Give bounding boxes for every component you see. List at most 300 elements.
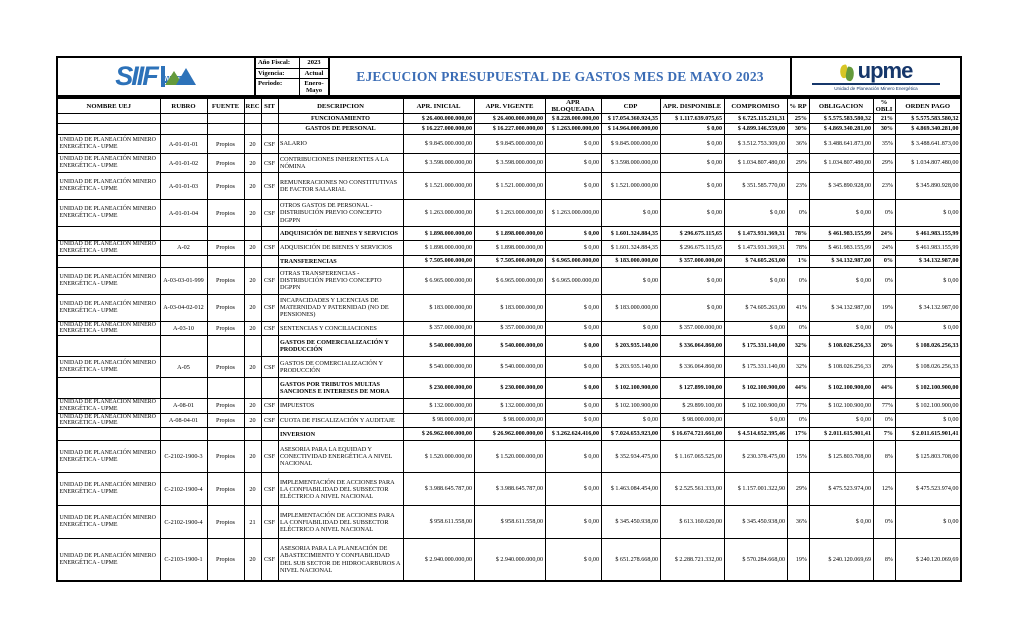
cell-value: $ 0,00 [545, 413, 601, 428]
cell-value: $ 7.505.000.000,00 [474, 255, 545, 267]
cell-value: 77% [787, 399, 809, 414]
cell-rubro: C-2102-1900-4 [160, 506, 207, 539]
cell-value: 78% [787, 227, 809, 241]
cell-rubro [160, 428, 207, 441]
table-row [57, 506, 961, 539]
cell-rubro: A-08-01 [160, 399, 207, 414]
table-row [57, 154, 961, 173]
cell-value: $ 16.674.721.661,00 [660, 428, 724, 441]
cell-fuente: Propios [207, 357, 244, 378]
column-header: % OBLI [873, 98, 895, 114]
cell-value: $ 3.598.000.000,00 [403, 154, 474, 173]
siif-mountains-icon [161, 68, 197, 86]
cell-value: $ 345.890.928,00 [809, 173, 873, 200]
cell-value: $ 336.064.860,00 [660, 357, 724, 378]
cell-rubro: C-2103-1900-1 [160, 539, 207, 581]
cell-nombre-uej: UNIDAD DE PLANEACIÓN MINERO ENERGÉTICA - UPME [57, 539, 160, 581]
cell-rec: 20 [244, 321, 261, 336]
cell-descripcion: IMPUESTOS [278, 399, 403, 414]
cell-nombre-uej: UNIDAD DE PLANEACIÓN MINERO ENERGÉTICA - UPME [57, 200, 160, 227]
cell-value: $ 0,00 [601, 413, 660, 428]
cell-fuente: Propios [207, 321, 244, 336]
cell-rubro [160, 255, 207, 267]
cell-fuente: Propios [207, 173, 244, 200]
cell-rec: 20 [244, 399, 261, 414]
table-row [57, 200, 961, 227]
cell-value: $ 1.463.084.454,00 [601, 473, 660, 506]
cell-value: $ 102.100.900,00 [809, 378, 873, 399]
cell-value: $ 26.400.000.000,00 [474, 114, 545, 124]
cell-value: $ 475.523.974,00 [809, 473, 873, 506]
cell-value: $ 183.000.000,00 [403, 294, 474, 321]
cell-value: $ 6.965.000.000,00 [403, 267, 474, 294]
cell-value: $ 1.263.000.000,00 [474, 200, 545, 227]
cell-value: 1% [787, 255, 809, 267]
cell-rec: 20 [244, 357, 261, 378]
cell-value: 8% [873, 539, 895, 581]
cell-value: 36% [787, 135, 809, 154]
cell-value: $ 230.000.000,00 [474, 378, 545, 399]
cell-value: $ 0,00 [545, 357, 601, 378]
cell-value: $ 8.228.000.000,00 [545, 114, 601, 124]
cell-rec [244, 124, 261, 135]
cell-value: 0% [873, 267, 895, 294]
cell-value: $ 1.601.324.884,35 [601, 227, 660, 241]
cell-value: $ 0,00 [601, 267, 660, 294]
cell-fuente [207, 428, 244, 441]
cell-value: 29% [787, 154, 809, 173]
cell-value: 36% [787, 506, 809, 539]
cell-sit [261, 114, 278, 124]
cell-value: 0% [873, 321, 895, 336]
cell-descripcion: SALARIO [278, 135, 403, 154]
cell-nombre-uej: UNIDAD DE PLANEACIÓN MINERO ENERGÉTICA - UPME [57, 357, 160, 378]
section-row [57, 336, 961, 357]
cell-value: $ 175.331.140,00 [724, 336, 787, 357]
cell-value: $ 0,00 [895, 413, 961, 428]
section-row [57, 124, 961, 135]
cell-value: $ 0,00 [545, 473, 601, 506]
cell-value: $ 0,00 [660, 135, 724, 154]
section-row [57, 378, 961, 399]
cell-value: $ 1.520.000.000,00 [474, 441, 545, 473]
cell-value: $ 203.935.140,00 [601, 336, 660, 357]
cell-value: $ 2.525.561.333,00 [660, 473, 724, 506]
cell-value: $ 6.965.000.000,00 [545, 255, 601, 267]
cell-value: $ 357.000.000,00 [660, 321, 724, 336]
cell-value: $ 0,00 [545, 336, 601, 357]
cell-value: $ 1.898.000.000,00 [474, 241, 545, 256]
cell-value: $ 17.054.360.924,35 [601, 114, 660, 124]
cell-value: $ 3.988.645.787,00 [474, 473, 545, 506]
cell-value: $ 336.064.860,00 [660, 336, 724, 357]
cell-descripcion: ADQUISICIÓN DE BIENES Y SERVICIOS [278, 227, 403, 241]
cell-value: 44% [787, 378, 809, 399]
cell-sit: CSF [261, 241, 278, 256]
cell-value: $ 3.512.753.309,00 [724, 135, 787, 154]
cell-rubro: A-03-03-01-999 [160, 267, 207, 294]
cell-value: $ 0,00 [660, 124, 724, 135]
section-row [57, 428, 961, 441]
cell-value: $ 108.026.256,33 [809, 336, 873, 357]
cell-value: $ 1.263.000.000,00 [545, 124, 601, 135]
cell-value: $ 14.964.000.000,00 [601, 124, 660, 135]
cell-value: $ 540.000.000,00 [474, 336, 545, 357]
cell-nombre-uej: UNIDAD DE PLANEACIÓN MINERO ENERGÉTICA - UPME [57, 473, 160, 506]
cell-value: $ 3.598.000.000,00 [601, 154, 660, 173]
cell-value: 8% [873, 441, 895, 473]
cell-value: $ 0,00 [545, 294, 601, 321]
table-header-row [57, 98, 961, 114]
cell-value: $ 345.450.938,00 [601, 506, 660, 539]
cell-value: $ 345.890.928,00 [895, 173, 961, 200]
cell-value: $ 183.000.000,00 [601, 255, 660, 267]
cell-value: $ 102.100.900,00 [724, 399, 787, 414]
cell-rec [244, 428, 261, 441]
cell-sit [261, 227, 278, 241]
cell-value: $ 0,00 [809, 267, 873, 294]
cell-sit: CSF [261, 441, 278, 473]
cell-value: $ 1.034.807.480,00 [724, 154, 787, 173]
cell-value: $ 0,00 [545, 399, 601, 414]
table-row [57, 267, 961, 294]
cell-value: 78% [787, 241, 809, 256]
cell-fuente: Propios [207, 200, 244, 227]
cell-value: $ 1.521.000.000,00 [601, 173, 660, 200]
cell-descripcion: GASTOS DE COMERCIALIZACIÓN Y PRODUCCIÓN [278, 357, 403, 378]
cell-nombre-uej [57, 255, 160, 267]
column-header: COMPROMISO [724, 98, 787, 114]
cell-rec: 20 [244, 441, 261, 473]
cell-value: $ 98.000.000,00 [403, 413, 474, 428]
cell-value: $ 9.845.000.000,00 [403, 135, 474, 154]
cell-value: $ 1.473.931.369,31 [724, 227, 787, 241]
upme-logo-text: upme [857, 58, 913, 84]
cell-value: $ 958.611.558,00 [403, 506, 474, 539]
cell-nombre-uej: UNIDAD DE PLANEACIÓN MINERO ENERGÉTICA - UPME [57, 135, 160, 154]
cell-value: 32% [787, 357, 809, 378]
table-row [57, 357, 961, 378]
cell-fuente: Propios [207, 539, 244, 581]
title-box [328, 56, 792, 97]
cell-value: 19% [873, 294, 895, 321]
cell-value: $ 540.000.000,00 [403, 336, 474, 357]
cell-value: $ 0,00 [545, 441, 601, 473]
upme-leaf-icon [840, 63, 856, 81]
cell-fuente: Propios [207, 294, 244, 321]
cell-value: $ 2.011.615.901,41 [895, 428, 961, 441]
cell-value: 77% [873, 399, 895, 414]
cell-value: $ 16.227.000.000,00 [474, 124, 545, 135]
cell-value: $ 203.935.140,00 [601, 357, 660, 378]
cell-value: $ 0,00 [809, 413, 873, 428]
fiscal-row [256, 58, 328, 69]
cell-value: $ 74.605.263,00 [724, 255, 787, 267]
cell-descripcion: CUOTA DE FISCALIZACIÓN Y AUDITAJE [278, 413, 403, 428]
column-header: REC [244, 98, 261, 114]
cell-value: $ 0,00 [545, 135, 601, 154]
cell-value: $ 3.598.000.000,00 [474, 154, 545, 173]
cell-rubro: A-08-04-01 [160, 413, 207, 428]
column-header: RUBRO [160, 98, 207, 114]
cell-value: $ 570.284.668,00 [724, 539, 787, 581]
cell-descripcion: ASESORIA PARA LA PLANEACIÓN DE ABASTECIMIENTO Y CONFIABILIDAD DEL SUB SECTOR DE HIDROCARBUROS A NIVEL NACIONAL [278, 539, 403, 581]
cell-nombre-uej [57, 378, 160, 399]
cell-value: $ 9.845.000.000,00 [474, 135, 545, 154]
cell-nombre-uej [57, 227, 160, 241]
siif-logo [56, 56, 256, 97]
column-header: DESCRIPCION [278, 98, 403, 114]
cell-value: 0% [787, 200, 809, 227]
cell-value: $ 357.000.000,00 [660, 255, 724, 267]
cell-value: $ 0,00 [545, 154, 601, 173]
cell-value: $ 1.898.000.000,00 [403, 241, 474, 256]
cell-fuente: Propios [207, 441, 244, 473]
budget-execution-table [56, 97, 962, 582]
cell-rec [244, 227, 261, 241]
cell-sit: CSF [261, 267, 278, 294]
cell-descripcion: REMUNERACIONES NO CONSTITUTIVAS DE FACTOR SALARIAL [278, 173, 403, 200]
cell-rec [244, 255, 261, 267]
report-header [56, 56, 962, 97]
cell-fuente: Propios [207, 135, 244, 154]
fiscal-value: 2023 [307, 59, 321, 66]
page-title: EJECUCION PRESUPUESTAL DE GASTOS MES DE MAYO 2023 [356, 68, 764, 84]
cell-rec: 21 [244, 506, 261, 539]
cell-value: 0% [787, 413, 809, 428]
cell-rec [244, 336, 261, 357]
cell-rubro [160, 227, 207, 241]
cell-value: 21% [873, 114, 895, 124]
cell-value: $ 240.120.069,69 [895, 539, 961, 581]
cell-value: $ 1.117.639.075,65 [660, 114, 724, 124]
cell-value: $ 0,00 [660, 154, 724, 173]
cell-value: $ 461.983.155,99 [809, 241, 873, 256]
cell-value: $ 1.034.807.480,00 [895, 154, 961, 173]
cell-value: $ 4.869.340.281,00 [895, 124, 961, 135]
cell-value: $ 230.378.475,00 [724, 441, 787, 473]
cell-value: $ 3.488.641.873,00 [809, 135, 873, 154]
cell-rec: 20 [244, 200, 261, 227]
cell-value: 19% [787, 539, 809, 581]
cell-value: 29% [787, 473, 809, 506]
cell-descripcion: TRANSFERENCIAS [278, 255, 403, 267]
cell-sit: CSF [261, 473, 278, 506]
table-row [57, 294, 961, 321]
cell-value: 0% [873, 200, 895, 227]
cell-nombre-uej [57, 114, 160, 124]
cell-value: $ 5.575.583.580,32 [809, 114, 873, 124]
cell-value: 23% [787, 173, 809, 200]
cell-value: $ 0,00 [895, 267, 961, 294]
cell-value: $ 0,00 [724, 413, 787, 428]
cell-value: $ 3.488.641.873,00 [895, 135, 961, 154]
cell-rubro: A-01-01-02 [160, 154, 207, 173]
cell-value: $ 98.000.000,00 [660, 413, 724, 428]
cell-value: 23% [873, 173, 895, 200]
cell-rubro: C-2102-1900-4 [160, 473, 207, 506]
cell-rubro [160, 114, 207, 124]
column-header: % RP [787, 98, 809, 114]
cell-value: $ 3.988.645.787,00 [403, 473, 474, 506]
cell-rec: 20 [244, 413, 261, 428]
cell-descripcion: ADQUISICIÓN DE BIENES Y SERVICIOS [278, 241, 403, 256]
cell-value: $ 0,00 [724, 200, 787, 227]
cell-value: $ 0,00 [660, 200, 724, 227]
cell-value: 41% [787, 294, 809, 321]
cell-fuente [207, 227, 244, 241]
cell-value: $ 461.983.155,99 [895, 241, 961, 256]
cell-value: $ 26.962.000.000,00 [474, 428, 545, 441]
cell-value: $ 0,00 [545, 506, 601, 539]
cell-rubro: A-05 [160, 357, 207, 378]
section-row [57, 255, 961, 267]
cell-value: $ 1.521.000.000,00 [403, 173, 474, 200]
cell-value: $ 108.026.256,33 [809, 357, 873, 378]
column-header: APR. VIGENTE [474, 98, 545, 114]
cell-value: $ 0,00 [895, 321, 961, 336]
cell-value: $ 127.899.100,00 [660, 378, 724, 399]
cell-value: $ 125.803.708,00 [895, 441, 961, 473]
cell-fuente: Propios [207, 267, 244, 294]
cell-sit: CSF [261, 294, 278, 321]
cell-descripcion: IMPLEMENTACIÓN DE ACCIONES PARA LA CONFIABILIDAD DEL SUBSECTOR ELÉCTRICO A NIVEL NACIONAL [278, 506, 403, 539]
fiscal-label: Periodo: [256, 79, 300, 95]
cell-value: $ 0,00 [809, 506, 873, 539]
cell-value: 20% [873, 357, 895, 378]
cell-value: $ 357.000.000,00 [403, 321, 474, 336]
section-row [57, 114, 961, 124]
cell-value: $ 0,00 [895, 506, 961, 539]
cell-rubro: A-03-10 [160, 321, 207, 336]
cell-sit [261, 428, 278, 441]
cell-value: $ 0,00 [809, 321, 873, 336]
cell-value: $ 345.450.938,00 [724, 506, 787, 539]
column-header: FUENTE [207, 98, 244, 114]
cell-value: $ 1.601.324.884,35 [601, 241, 660, 256]
cell-nombre-uej: UNIDAD DE PLANEACIÓN MINERO ENERGÉTICA - UPME [57, 506, 160, 539]
cell-value: 24% [873, 241, 895, 256]
cell-descripcion: FUNCIONAMIENTO [278, 114, 403, 124]
table-row [57, 399, 961, 414]
cell-value: $ 1.263.000.000,00 [403, 200, 474, 227]
cell-rec: 20 [244, 267, 261, 294]
siif-nacion-badge: Nación [164, 75, 189, 83]
cell-value: $ 0,00 [724, 321, 787, 336]
cell-value: $ 0,00 [545, 227, 601, 241]
cell-value: $ 98.000.000,00 [474, 413, 545, 428]
cell-value: 7% [873, 428, 895, 441]
cell-value: 30% [787, 124, 809, 135]
cell-value: $ 1.263.000.000,00 [545, 200, 601, 227]
cell-descripcion: ASESORIA PARA LA EQUIDAD Y CONECTIVIDAD ENERGÉTICA A NIVEL NACIONAL [278, 441, 403, 473]
cell-descripcion: SENTENCIAS Y CONCILIACIONES [278, 321, 403, 336]
cell-value: $ 108.026.256,33 [895, 357, 961, 378]
cell-rec: 20 [244, 294, 261, 321]
cell-value: 20% [873, 336, 895, 357]
cell-nombre-uej: UNIDAD DE PLANEACIÓN MINERO ENERGÉTICA - UPME [57, 241, 160, 256]
cell-sit: CSF [261, 506, 278, 539]
siif-logo-text: SIIF [115, 61, 157, 91]
cell-rubro: A-01-01-03 [160, 173, 207, 200]
cell-value: $ 6.965.000.000,00 [474, 267, 545, 294]
cell-value: $ 102.100.900,00 [601, 378, 660, 399]
cell-rubro: A-02 [160, 241, 207, 256]
table-row [57, 173, 961, 200]
cell-descripcion: OTRAS TRANSFERENCIAS - DISTRIBUCIÓN PREVIO CONCEPTO DGPPN [278, 267, 403, 294]
cell-value: $ 0,00 [545, 321, 601, 336]
cell-value: $ 2.940.000.000,00 [474, 539, 545, 581]
report-content [56, 56, 962, 582]
cell-nombre-uej: UNIDAD DE PLANEACIÓN MINERO ENERGÉTICA - UPME [57, 294, 160, 321]
cell-value: $ 230.000.000,00 [403, 378, 474, 399]
cell-value: $ 1.520.000.000,00 [403, 441, 474, 473]
cell-value: 0% [873, 255, 895, 267]
cell-rubro [160, 336, 207, 357]
cell-value: $ 102.100.900,00 [601, 399, 660, 414]
cell-value: $ 1.898.000.000,00 [403, 227, 474, 241]
cell-value: $ 3.262.624.416,00 [545, 428, 601, 441]
cell-value: $ 296.675.115,65 [660, 241, 724, 256]
column-header: SIT [261, 98, 278, 114]
cell-value: $ 613.160.620,00 [660, 506, 724, 539]
table-row [57, 241, 961, 256]
cell-rubro: A-01-01-04 [160, 200, 207, 227]
fiscal-label: Vigencia: [256, 69, 300, 79]
cell-value: $ 1.167.065.525,00 [660, 441, 724, 473]
cell-value: $ 16.227.000.000,00 [403, 124, 474, 135]
cell-value: $ 461.983.155,99 [895, 227, 961, 241]
cell-value: $ 1.521.000.000,00 [474, 173, 545, 200]
cell-value: 0% [873, 413, 895, 428]
cell-descripcion: INVERSION [278, 428, 403, 441]
column-header: APR. INICIAL [403, 98, 474, 114]
cell-value: $ 34.132.987,00 [895, 294, 961, 321]
cell-value: 0% [787, 267, 809, 294]
cell-sit: CSF [261, 154, 278, 173]
cell-nombre-uej [57, 428, 160, 441]
fiscal-value: Enero-Mayo [304, 80, 324, 94]
cell-value: $ 7.024.653.923,00 [601, 428, 660, 441]
cell-value: $ 6.965.000.000,00 [545, 267, 601, 294]
cell-value: $ 0,00 [545, 241, 601, 256]
column-header: APR. DISPONIBLE [660, 98, 724, 114]
cell-value: $ 540.000.000,00 [474, 357, 545, 378]
cell-rec [244, 378, 261, 399]
cell-value: $ 26.962.000.000,00 [403, 428, 474, 441]
cell-fuente [207, 378, 244, 399]
cell-value: $ 102.100.900,00 [895, 378, 961, 399]
cell-value: $ 29.899.100,00 [660, 399, 724, 414]
fiscal-label: Año Fiscal: [256, 58, 300, 68]
cell-value: $ 958.611.558,00 [474, 506, 545, 539]
column-header: ORDEN PAGO [895, 98, 961, 114]
cell-descripcion: CONTRIBUCIONES INHERENTES A LA NÓMINA [278, 154, 403, 173]
cell-value: $ 108.026.256,33 [895, 336, 961, 357]
cell-value: $ 2.288.721.332,00 [660, 539, 724, 581]
cell-value: $ 4.899.146.559,00 [724, 124, 787, 135]
cell-value: $ 0,00 [545, 378, 601, 399]
column-header: CDP [601, 98, 660, 114]
cell-value: $ 7.505.000.000,00 [403, 255, 474, 267]
cell-rec: 20 [244, 173, 261, 200]
cell-fuente [207, 124, 244, 135]
column-header: APR BLOQUEADA [545, 98, 601, 114]
cell-descripcion: GASTOS DE COMERCIALIZACIÓN Y PRODUCCIÓN [278, 336, 403, 357]
cell-value: $ 4.514.652.395,46 [724, 428, 787, 441]
table-row [57, 135, 961, 154]
cell-value: $ 74.605.263,00 [724, 294, 787, 321]
